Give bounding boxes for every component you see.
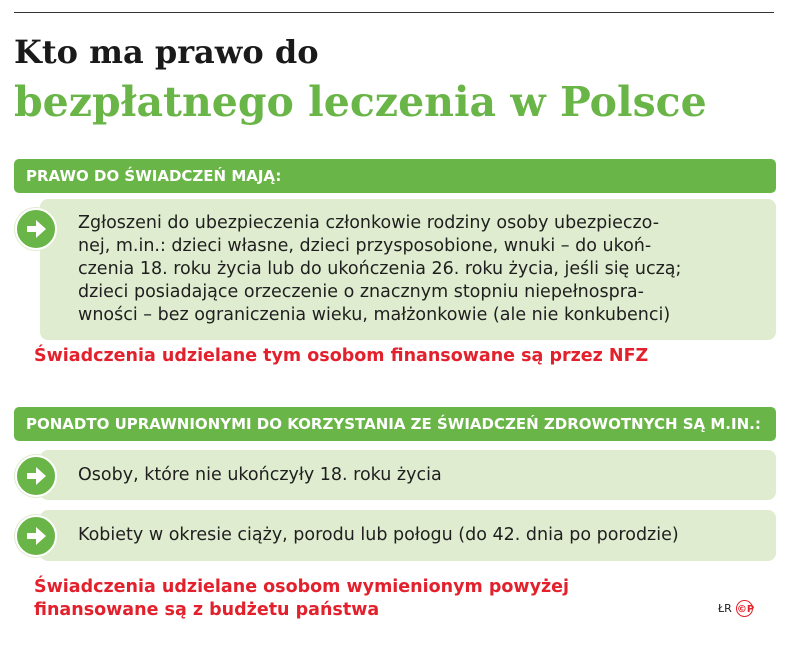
note-line: finansowane są z budżetu państwa [34, 600, 380, 620]
right-arrow-icon [15, 208, 57, 250]
copyright-mark: ©P [736, 600, 753, 617]
list-item-family-members [40, 199, 776, 340]
author-initials: ŁR [718, 602, 732, 615]
item-text: Kobiety w okresie ciąży, porodu lub połogu (do 42. dnia po porodzie) [78, 525, 679, 545]
section-header-rights: PRAWO DO ŚWIADCZEŃ MAJĄ: [14, 159, 776, 193]
item-text: Osoby, które nie ukończyły 18. roku życia [78, 464, 442, 485]
section-header-additional-rights: PONADTO UPRAWNIONYMI DO KORZYSTANIA ZE ŚWIADCZEŃ ZDROWOTNYCH SĄ M.IN.: [14, 407, 776, 441]
credit [718, 600, 753, 617]
right-arrow-icon [15, 515, 57, 557]
item-line: nej, m.in.: dzieci własne, dzieci przysposobione, wnuki – do ukoń- [78, 236, 652, 256]
note-line: Świadczenia udzielane osobom wymienionym powyżej [34, 577, 570, 597]
list-item-pregnant-women [40, 510, 776, 561]
title-line-2: bezpłatnego leczenia w Polsce [14, 78, 707, 126]
item-line: dzieci posiadające orzeczenie o znacznym stopniu niepełnospra- [78, 282, 644, 302]
top-rule [14, 12, 774, 13]
right-arrow-icon [15, 455, 57, 497]
list-item-minors [40, 450, 776, 500]
title-line-1: Kto ma prawo do [14, 33, 319, 71]
funding-note-nfz: Świadczenia udzielane tym osobom finansowane są przez NFZ [34, 346, 649, 366]
funding-note-state-budget [34, 576, 569, 622]
item-line: wności – bez ograniczenia wieku, małżonkowie (ale nie konkubenci) [78, 305, 671, 325]
item-line: czenia 18. roku życia lub do ukończenia 26. roku życia, jeśli się uczą; [78, 259, 682, 279]
item-line: Zgłoszeni do ubezpieczenia członkowie rodziny osoby ubezpieczo- [78, 213, 660, 233]
